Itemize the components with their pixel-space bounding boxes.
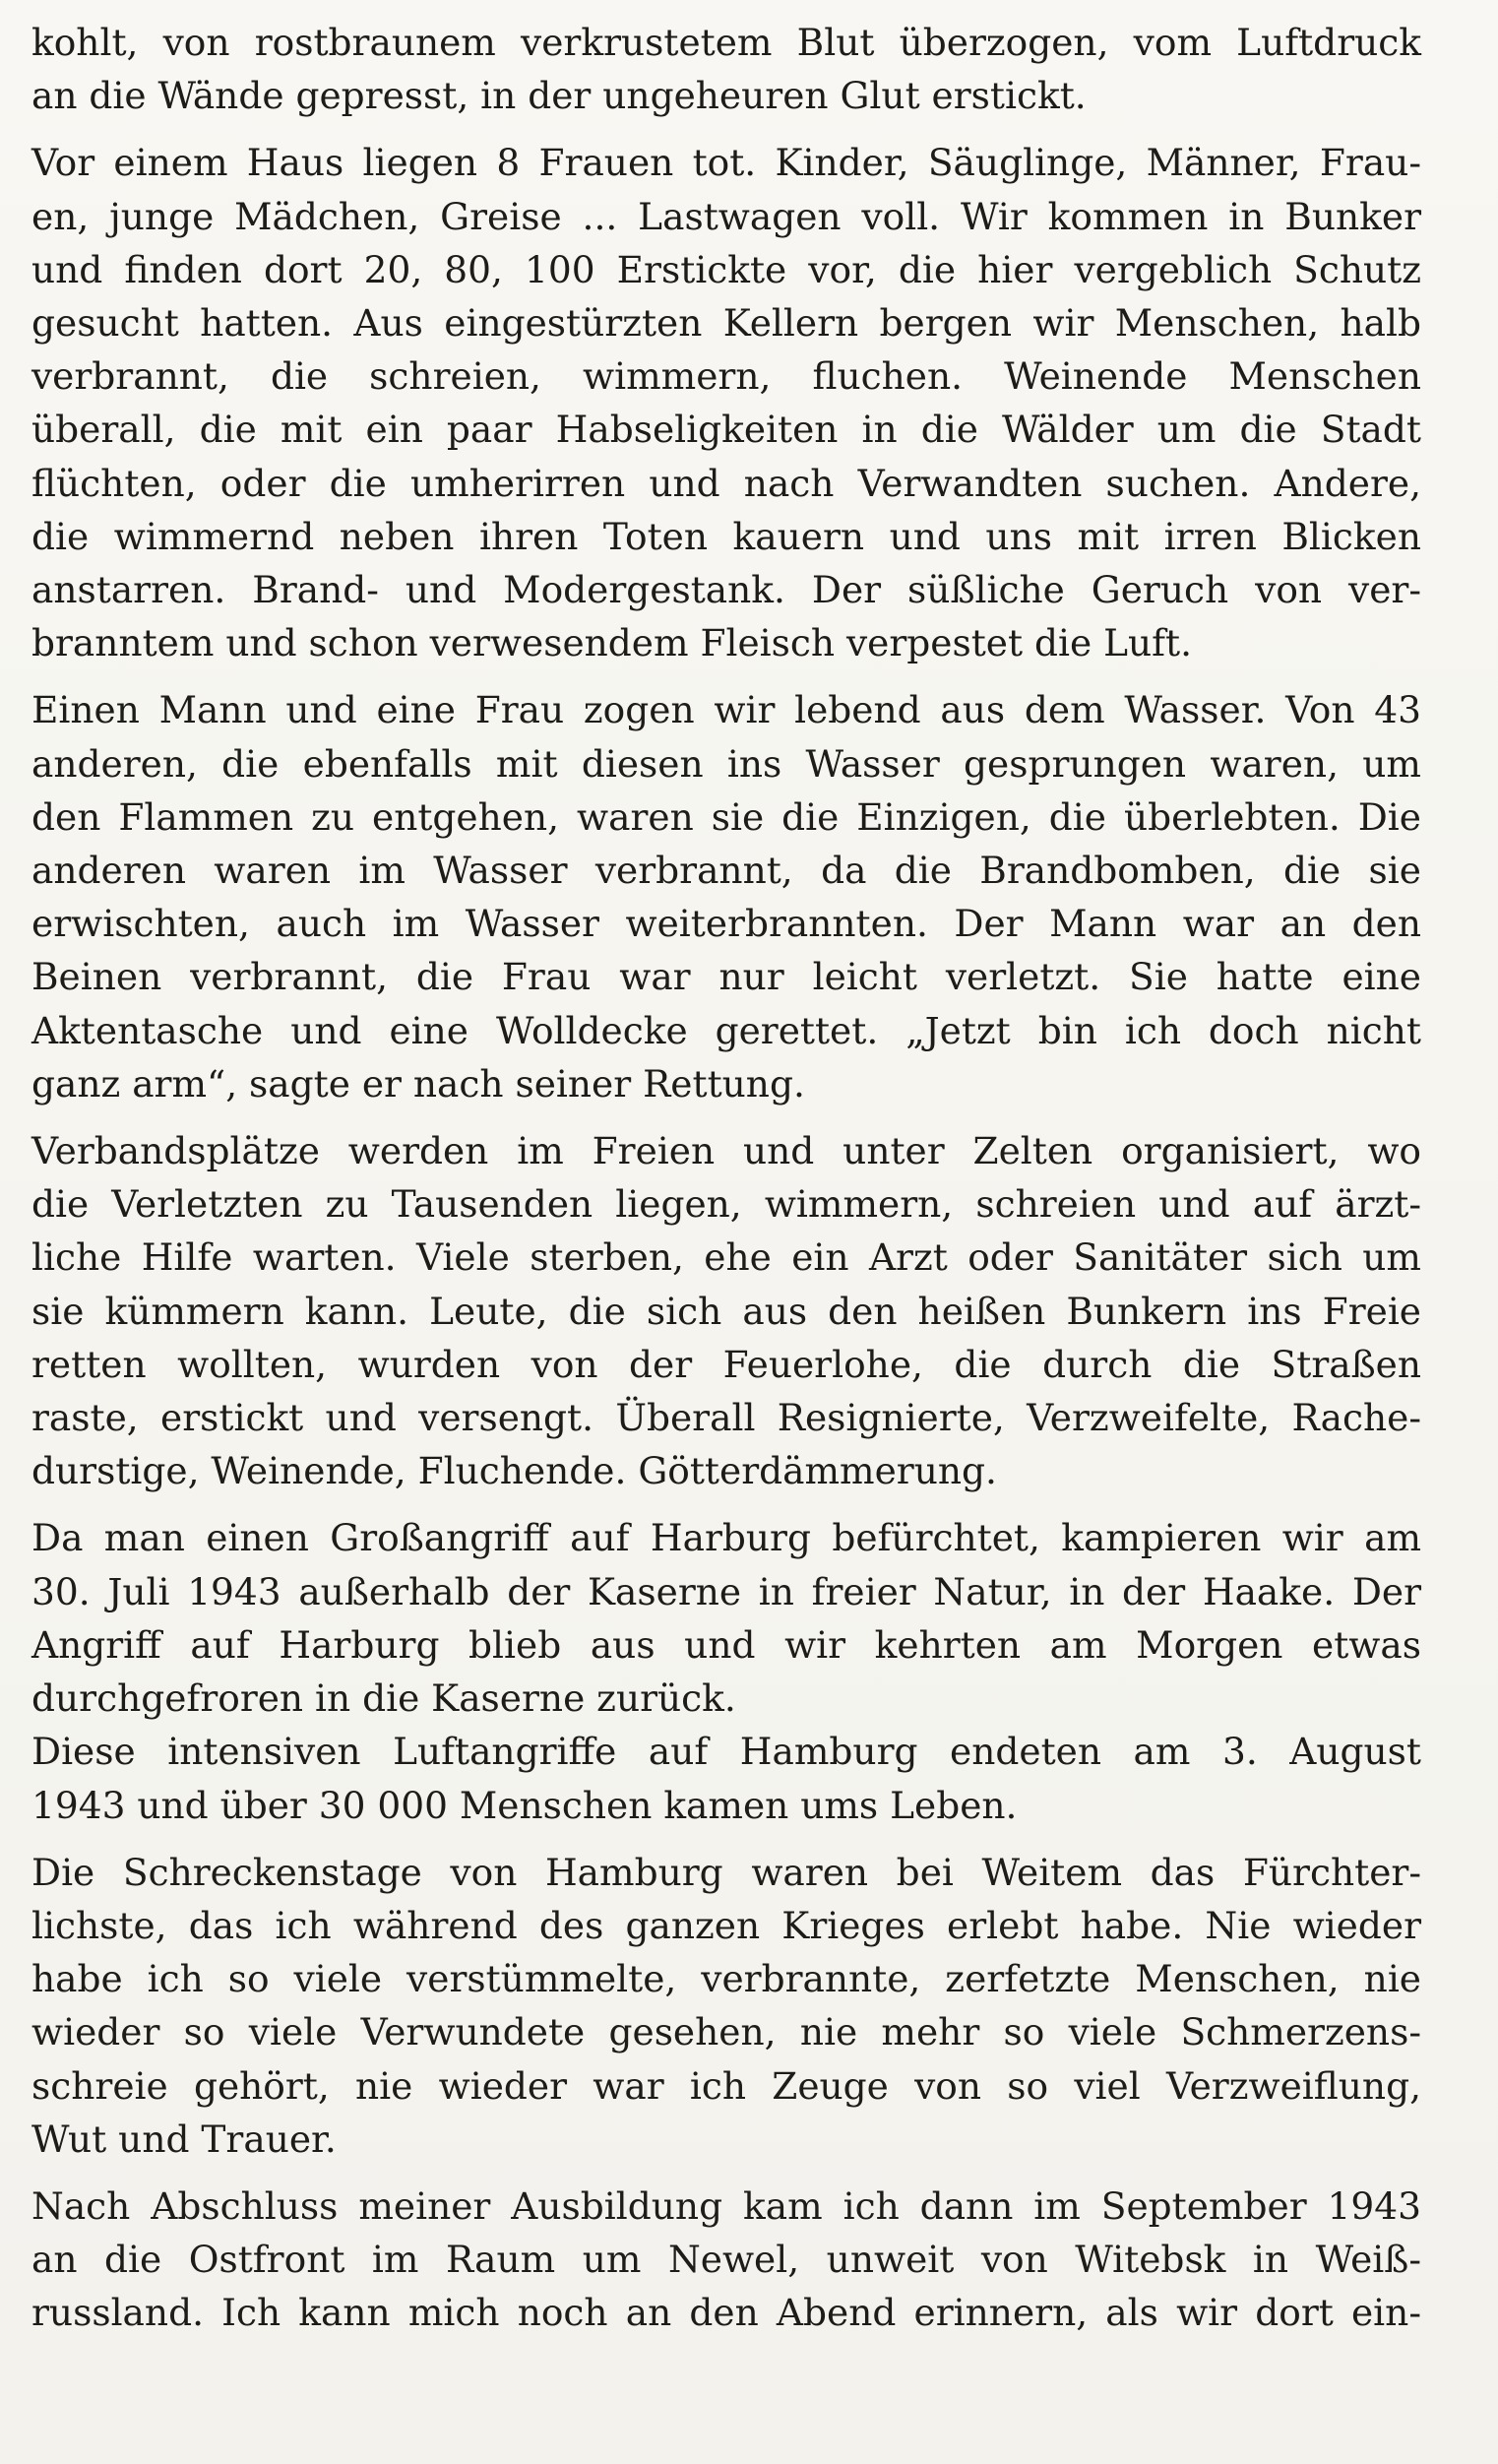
- text-line: durstige, Weinende, Fluchende. Götterdämmerung.: [31, 1449, 997, 1493]
- text-line: an die Wände gepresst, in der ungeheuren Glut erstickt.: [31, 74, 1087, 118]
- text-line: Die Schreckenstage von Hamburg waren bei Weitem das Fürchter-: [31, 1850, 1421, 1894]
- text-line: 1943 und über 30 000 Menschen kamen ums Leben.: [31, 1783, 1018, 1827]
- text-line: anderen, die ebenfalls mit diesen ins Wasser gesprungen waren, um: [31, 741, 1421, 786]
- text-line: Wut und Trauer.: [31, 2117, 337, 2161]
- text-line: flüchten, oder die umherirren und nach Verwandten suchen. Andere,: [31, 461, 1421, 505]
- text-line: wieder so viele Verwundete gesehen, nie mehr so viele Schmerzens-: [31, 2010, 1421, 2054]
- paragraph-8: [31, 2180, 1421, 2340]
- text-line: Einen Mann und eine Frau zogen wir lebend aus dem Wasser. Von 43: [31, 688, 1421, 732]
- text-line: Angriff auf Harburg blieb aus und wir kehrten am Morgen etwas: [31, 1622, 1421, 1667]
- text-line: gesucht hatten. Aus eingestürzten Kellern bergen wir Menschen, halb: [31, 301, 1421, 346]
- text-line: Verbandsplätze werden im Freien und unter Zelten organisiert, wo: [31, 1129, 1421, 1173]
- text-line: durchgefroren in die Kaserne zurück.: [31, 1676, 736, 1721]
- text-line: russland. Ich kann mich noch an den Abend erinnern, als wir dort ein-: [31, 2291, 1421, 2335]
- text-line: 30. Juli 1943 außerhalb der Kaserne in freier Natur, in der Haake. Der: [31, 1569, 1421, 1613]
- text-line: branntem und schon verwesendem Fleisch verpestet die Luft.: [31, 621, 1193, 665]
- text-line: habe ich so viele verstümmelte, verbrannte, zerfetzte Menschen, nie: [31, 1957, 1421, 2001]
- text-line: Nach Abschluss meiner Ausbildung kam ich dann im September 1943: [31, 2183, 1421, 2228]
- text-line: anstarren. Brand- und Modergestank. Der süßliche Geruch von ver-: [31, 568, 1421, 612]
- text-line: Beinen verbrannt, die Frau war nur leicht verletzt. Sie hatte eine: [31, 955, 1421, 999]
- text-line: überall, die mit ein paar Habseligkeiten in die Wälder um die Stadt: [31, 408, 1421, 452]
- paragraph-7: [31, 1846, 1421, 2166]
- text-line: en, junge Mädchen, Greise ... Lastwagen voll. Wir kommen in Bunker: [31, 194, 1421, 238]
- text-line: Aktentasche und eine Wolldecke gerettet. „Jetzt bin ich doch nicht: [31, 1008, 1421, 1052]
- paragraph-5: [31, 1511, 1421, 1725]
- text-line: lichste, das ich während des ganzen Krieges erlebt habe. Nie wieder: [31, 1903, 1421, 1947]
- text-line: raste, erstickt und versengt. Überall Resignierte, Verzweifelte, Rache-: [31, 1396, 1421, 1440]
- paragraph-4: [31, 1124, 1421, 1497]
- text-line: sie kümmern kann. Leute, die sich aus den heißen Bunkern ins Freie: [31, 1289, 1421, 1333]
- text-line: erwischten, auch im Wasser weiterbrannten. Der Mann war an den: [31, 902, 1421, 946]
- paragraph-2: [31, 136, 1421, 669]
- text-line: verbrannt, die schreien, wimmern, fluchen. Weinende Menschen: [31, 354, 1421, 399]
- text-line: anderen waren im Wasser verbrannt, da die Brandbomben, die sie: [31, 849, 1421, 893]
- text-line: an die Ostfront im Raum um Newel, unweit von Witebsk in Weiß-: [31, 2238, 1421, 2282]
- paragraph-3: [31, 683, 1421, 1110]
- text-line: liche Hilfe warten. Viele sterben, ehe ein Arzt oder Sanitäter sich um: [31, 1235, 1421, 1280]
- text-line: schreie gehört, nie wieder war ich Zeuge von so viel Verzweiflung,: [31, 2063, 1421, 2108]
- text-line: die Verletzten zu Tausenden liegen, wimmern, schreien und auf ärzt-: [31, 1182, 1421, 1227]
- text-line: die wimmernd neben ihren Toten kauern und uns mit irren Blicken: [31, 514, 1421, 558]
- text-line: kohlt, von rostbraunem verkrustetem Blut überzogen, vom Luftdruck: [31, 21, 1421, 64]
- text-line: retten wollten, wurden von der Feuerlohe, die durch die Straßen: [31, 1342, 1421, 1386]
- text-line: Da man einen Großangriff auf Harburg befürchtet, kampieren wir am: [31, 1516, 1421, 1560]
- text-line: den Flammen zu entgehen, waren sie die Einzigen, die überlebten. Die: [31, 794, 1421, 839]
- text-line: Diese intensiven Luftangriffe auf Hamburg endeten am 3. August: [31, 1730, 1421, 1774]
- paragraph-6: [31, 1725, 1421, 1831]
- body-text: [31, 16, 1421, 2340]
- text-line: und finden dort 20, 80, 100 Erstickte vor, die hier vergeblich Schutz: [31, 247, 1421, 291]
- text-line: ganz arm“, sagte er nach seiner Rettung.: [31, 1061, 805, 1106]
- paragraph-1: [31, 16, 1421, 122]
- text-line: Vor einem Haus liegen 8 Frauen tot. Kinder, Säuglinge, Männer, Frau-: [31, 141, 1421, 185]
